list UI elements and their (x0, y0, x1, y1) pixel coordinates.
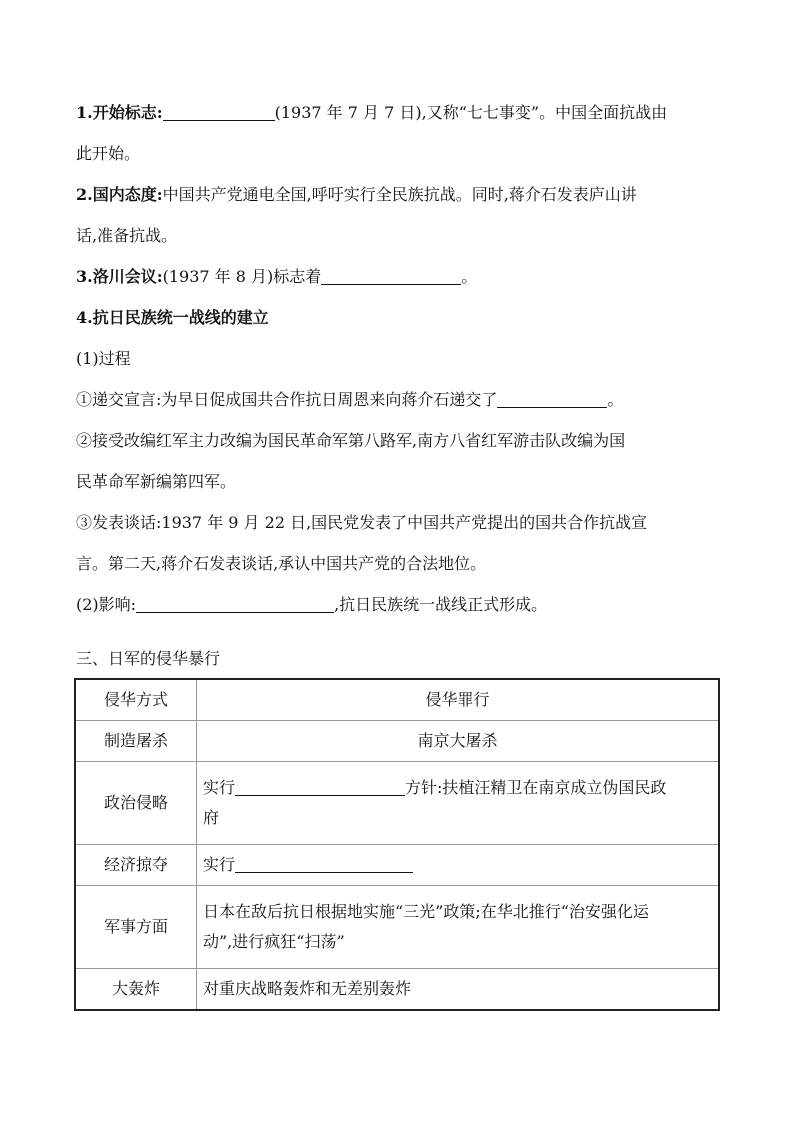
section-3-title: 三、日军的侵华暴行 (76, 649, 221, 668)
item-1-text: (1937 年 7 月 7 日),又称“七七事变”。中国全面抗战由 (274, 103, 668, 122)
impact (76, 592, 726, 617)
answer-blank[interactable] (235, 855, 413, 873)
table-cell: 制造屠杀 (75, 721, 197, 762)
step-1-end: 。 (607, 390, 624, 409)
answer-blank[interactable] (163, 103, 275, 121)
table-row (75, 762, 719, 845)
answer-blank[interactable] (497, 390, 607, 408)
item-3-label: 3.洛川会议: (76, 267, 163, 286)
cell-text: 方针:扶植汪精卫在南京成立伪国民政 (405, 778, 667, 797)
item-2-cont: 话,准备抗战。 (76, 226, 178, 245)
process-heading: (1)过程 (76, 349, 131, 368)
table-cell (197, 762, 720, 845)
step-3-line1: ③发表谈话:1937 年 9 月 22 日,国民党发表了中国共产党提出的国共合作抗战宣 (76, 513, 648, 532)
item-2 (76, 182, 726, 207)
item-4-title: 4.抗日民族统一战线的建立 (76, 308, 269, 327)
table-row (75, 721, 719, 762)
document-body (76, 100, 726, 633)
item-3-text: (1937 年 8 月)标志着 (162, 267, 322, 286)
cell-text: 日本在敌后抗日根据地实施“三光”政策;在华北推行“治安强化运 (203, 902, 649, 921)
answer-blank[interactable] (321, 267, 461, 285)
item-3-end: 。 (461, 267, 478, 286)
impact-label: (2)影响: (76, 595, 137, 614)
cell-text: 府 (203, 808, 220, 827)
cell-text: 动”,进行疯狂“扫荡” (203, 932, 345, 951)
table-cell: 对重庆战略轰炸和无差别轰炸 (197, 969, 720, 1011)
answer-blank[interactable] (136, 595, 334, 613)
table-cell: 政治侵略 (75, 762, 197, 845)
item-1-label: 1.开始标志: (76, 103, 163, 122)
step-1-text: ①递交宣言:为早日促成国共合作抗日周恩来向蒋介石递交了 (76, 390, 498, 409)
step-2-line2: 民革命军新编第四军。 (76, 472, 237, 491)
table-cell: 南京大屠杀 (197, 721, 720, 762)
table-row (75, 845, 719, 886)
table-cell (197, 845, 720, 886)
table-cell: 军事方面 (75, 886, 197, 969)
item-2-label: 2.国内态度: (76, 185, 163, 204)
item-3 (76, 264, 726, 289)
step-1 (76, 387, 726, 412)
step-2-line1: ②接受改编红军主力改编为国民革命军第八路军,南方八省红军游击队改编为国 (76, 431, 626, 450)
answer-blank[interactable] (235, 778, 405, 796)
atrocities-table (74, 678, 720, 1011)
item-1 (76, 100, 726, 125)
table-row (75, 969, 719, 1011)
cell-text: 实行 (203, 778, 236, 797)
impact-text: ,抗日民族统一战线正式形成。 (334, 595, 548, 614)
cell-text: 实行 (203, 855, 236, 874)
table-header-row (75, 679, 719, 721)
step-3-line2: 言。第二天,蒋介石发表谈话,承认中国共产党的合法地位。 (76, 554, 487, 573)
item-1-cont: 此开始。 (76, 144, 141, 163)
item-2-text: 中国共产党通电全国,呼吁实行全民族抗战。同时,蒋介石发表庐山讲 (162, 185, 637, 204)
table-cell (197, 886, 720, 969)
header-cell: 侵华罪行 (197, 679, 720, 721)
table-cell: 经济掠夺 (75, 845, 197, 886)
table-row (75, 886, 719, 969)
header-cell: 侵华方式 (75, 679, 197, 721)
table-cell: 大轰炸 (75, 969, 197, 1011)
